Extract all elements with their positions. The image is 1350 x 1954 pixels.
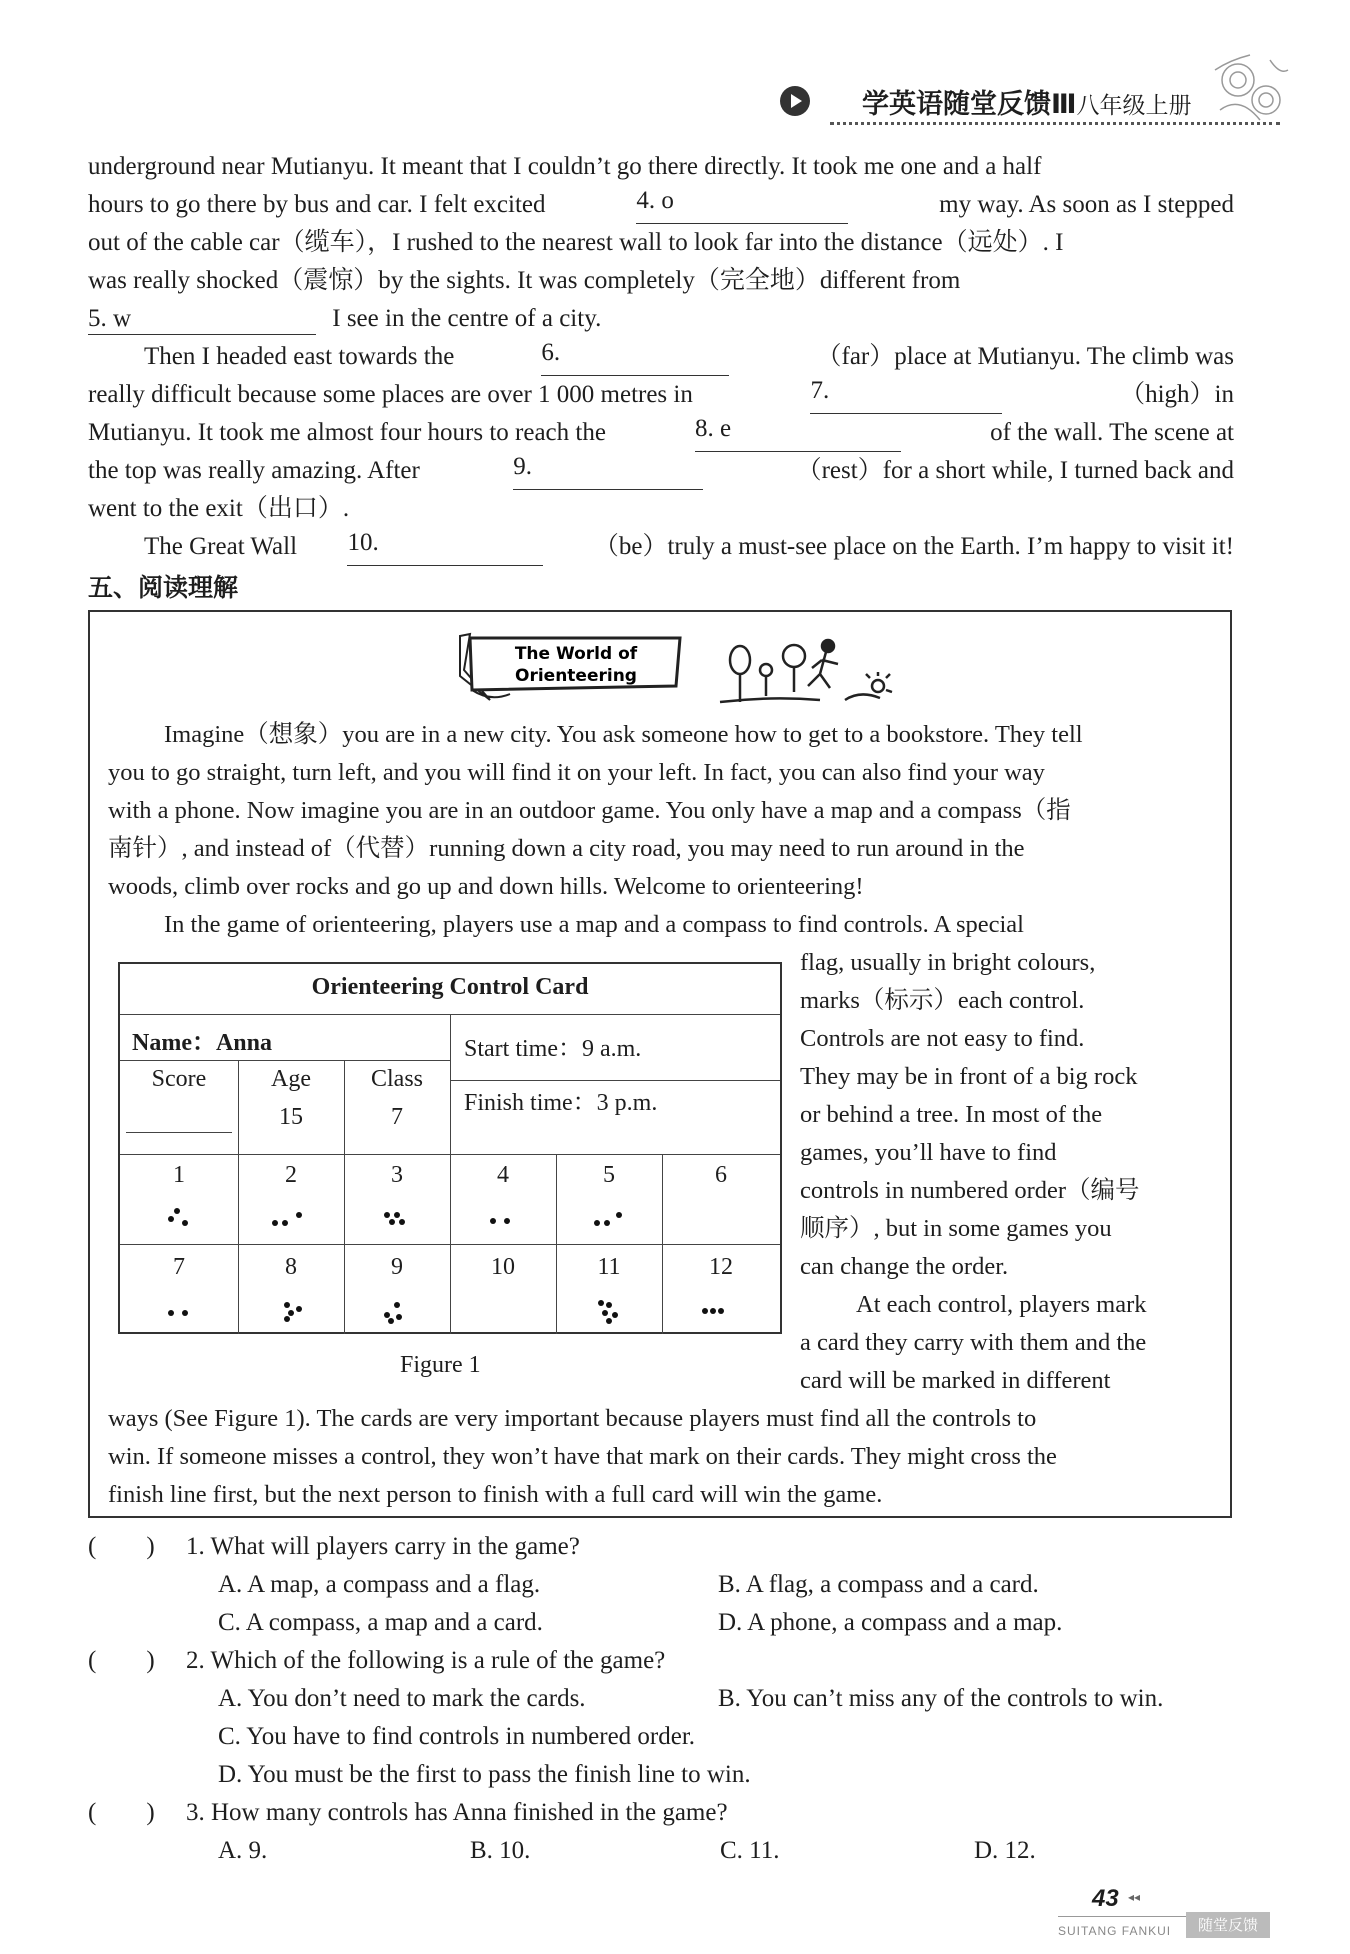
option-a[interactable]: A. A map, a compass and a flag. xyxy=(218,1571,541,1598)
page-arrow-icon: ◂◂ xyxy=(1128,1890,1141,1904)
answer-bracket[interactable]: ( ) xyxy=(88,1647,155,1674)
question-list xyxy=(88,1528,1238,1870)
question-2 xyxy=(88,1642,1238,1680)
cloze-line: underground near Mutianyu. It meant that I couldn’t go there directly. It took me one and a half xyxy=(88,153,1042,180)
question-1 xyxy=(88,1528,1238,1566)
passage-tail: ways (See Figure 1). The cards are very important because players must find all the controls to win. If someone misses a control, they won’t have that mark on their cards. They might cross the finish line first, but the next person to finish with a full card will win the game. xyxy=(108,1405,1057,1508)
footer-brand: SUITANG FANKUI xyxy=(1058,1924,1172,1938)
play-icon xyxy=(780,86,810,116)
blank-6[interactable]: 6. xyxy=(541,338,729,376)
card-title: Orienteering Control Card xyxy=(311,974,589,1000)
option-d[interactable]: D. A phone, a compass and a map. xyxy=(718,1609,1063,1636)
card-name: Name：Anna xyxy=(132,1030,273,1056)
option-b[interactable]: B. A flag, a compass and a card. xyxy=(718,1571,1039,1598)
answer-bracket[interactable]: ( ) xyxy=(88,1533,155,1560)
runner-icon xyxy=(720,640,892,702)
score-blank[interactable] xyxy=(126,1132,232,1133)
option-c[interactable]: C. A compass, a map and a card. xyxy=(218,1609,543,1636)
cloze-line: The Great Wall 10. （be）truly a must-see place on the Earth. I’m happy to visit it! xyxy=(88,528,1234,566)
option-c[interactable]: C. 11. xyxy=(720,1837,780,1864)
cloze-line: went to the exit（出口）. xyxy=(88,495,350,522)
logo-title-line-2: Orienteering xyxy=(515,666,637,686)
control-number: 7 xyxy=(173,1254,185,1280)
card-age-label: Age xyxy=(271,1066,311,1092)
logo-title-line-1: The World of xyxy=(514,644,638,664)
flower-decoration-icon xyxy=(1210,50,1290,130)
card-finish-time: Finish time：3 p.m. xyxy=(464,1090,658,1116)
question-stem: 1. What will players carry in the game? xyxy=(186,1533,580,1560)
card-age-value: 15 xyxy=(279,1104,303,1130)
book-grade: 八年级上册 xyxy=(1076,93,1192,119)
passage-right-column: flag, usually in bright colours, marks（标示）each control. Controls are not easy to find. They may be in front of a big rock or behind a tree. In most of the games, you’ll have to find controls in numbered order（编号 顺序）, but in some games you can change the order. At each control, players mark a card they carry with them and the card will be marked in different xyxy=(800,949,1147,1394)
page-header xyxy=(770,80,1290,130)
passage-paragraph-1: Imagine（想象）you are in a new city. You ask someone how to get to a bookstore. They tell you to go straight, turn left, and you will find it on your left. In fact, you can also find your way with a phone. Now imagine you are in an outdoor game. You only have a map and a compass（指 南针）, and instead of（代替）running down a city road, you may need to run around in the woods, climb over rocks and go up and down hills. Welcome to orienteering! In the game of orienteering, players use a map and a compass to find controls. A special xyxy=(108,721,1083,938)
option-b[interactable]: B. You can’t miss any of the controls to win. xyxy=(718,1685,1164,1712)
control-number: 8 xyxy=(285,1254,297,1280)
answer-bracket[interactable]: ( ) xyxy=(88,1799,155,1826)
cloze-line: out of the cable car（缆车），I rushed to the nearest wall to look far into the distance（远处）. I xyxy=(88,229,1064,256)
control-number: 4 xyxy=(497,1162,509,1188)
footer-divider xyxy=(1058,1916,1188,1917)
cloze-line: hours to go there by bus and car. I felt excited 4. o my way. As soon as I stepped xyxy=(88,186,1234,224)
card-class-label: Class xyxy=(370,1066,423,1092)
blank-5[interactable]: 5. w xyxy=(88,304,316,335)
card-score-label: Score xyxy=(151,1066,207,1092)
question-stem: 3. How many controls has Anna finished in the game? xyxy=(186,1799,728,1826)
cloze-line: Then I headed east towards the 6. （far）place at Mutianyu. The climb was xyxy=(88,338,1234,376)
option-d[interactable]: D. 12. xyxy=(974,1837,1036,1864)
option-b[interactable]: B. 10. xyxy=(470,1837,531,1864)
control-number: 11 xyxy=(597,1254,621,1280)
blank-7[interactable]: 7. xyxy=(810,376,1002,414)
control-number: 12 xyxy=(709,1254,733,1280)
blank-9[interactable]: 9. xyxy=(513,452,703,490)
page-number: 43 xyxy=(1092,1885,1119,1912)
control-number: 5 xyxy=(603,1162,615,1188)
control-number: 2 xyxy=(285,1162,297,1188)
question-3 xyxy=(88,1794,1238,1832)
blank-4[interactable]: 4. o xyxy=(636,186,848,224)
option-a[interactable]: A. You don’t need to mark the cards. xyxy=(218,1685,586,1712)
orienteering-logo xyxy=(450,630,900,710)
card-start-time: Start time：9 a.m. xyxy=(464,1036,642,1062)
section-title: 五、阅读理解 xyxy=(88,573,239,602)
option-c[interactable]: C. You have to find controls in numbered order. xyxy=(218,1723,696,1750)
cloze-line: really difficult because some places are over 1 000 metres in 7. （high）in xyxy=(88,376,1234,414)
control-number: 3 xyxy=(391,1162,403,1188)
option-d[interactable]: D. You must be the first to pass the finish line to win. xyxy=(218,1761,751,1788)
cloze-line: the top was really amazing. After 9. （rest）for a short while, I turned back and xyxy=(88,452,1234,490)
cloze-line: was really shocked（震惊）by the sights. It was completely（完全地）different from xyxy=(88,267,961,294)
question-stem: 2. Which of the following is a rule of the game? xyxy=(186,1647,666,1674)
cloze-passage xyxy=(88,148,1234,566)
control-number: 6 xyxy=(715,1162,727,1188)
control-number: 9 xyxy=(391,1254,403,1280)
orienteering-control-card xyxy=(118,962,782,1334)
control-number: 1 xyxy=(173,1162,185,1188)
blank-10[interactable]: 10. xyxy=(347,528,543,566)
footer-badge: 随堂反馈 xyxy=(1186,1912,1270,1938)
cloze-line: Mutianyu. It took me almost four hours to reach the 8. e of the wall. The scene at xyxy=(88,414,1234,452)
cloze-line: 5. w I see in the centre of a city. xyxy=(88,300,1234,338)
figure-caption: Figure 1 xyxy=(400,1352,481,1378)
book-title: 学英语随堂反馈Ⅲ八年级上册 xyxy=(862,89,1192,120)
card-class-value: 7 xyxy=(391,1104,403,1130)
control-number: 10 xyxy=(491,1254,515,1280)
option-a[interactable]: A. 9. xyxy=(218,1837,268,1864)
reading-passage-box xyxy=(88,610,1232,1518)
blank-8[interactable]: 8. e xyxy=(695,414,901,452)
